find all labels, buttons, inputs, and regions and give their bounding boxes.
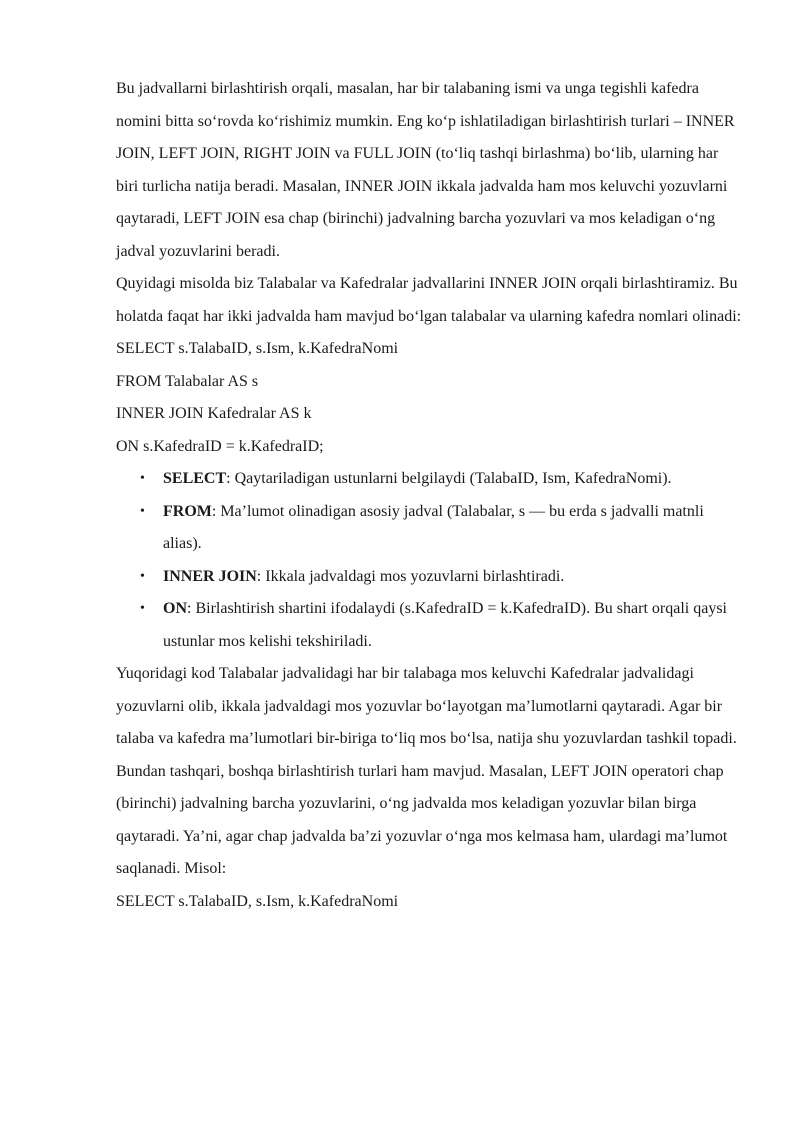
paragraph-join-intro: Bu jadvallarni birlashtirish orqali, masalan, har bir talabaning ismi va unga tegishli kafedra nomini bitta so‘rovda ko‘rishimiz mumkin. Eng ko‘p ishlatiladigan birlashtirish turlari – INNER JOIN, LEFT JOIN, RIGHT JOIN va FULL JOIN (to‘liq tashqi birlashma) bo‘lib, ularning har biri turlicha natija beradi. Masalan, INNER JOIN ikkala jadvalda ham mos keluvchi yozuvlarni qaytaradi, LEFT JOIN esa chap (birinchi) jadvalning barcha yozuvlari va mos keladigan o‘ng jadval yozuvlarini beradi.: [116, 80, 735, 260]
code-line: INNER JOIN Kafedralar AS k: [116, 405, 312, 422]
code-line: SELECT s.TalabaID, s.Ism, k.KafedraNomi: [116, 340, 399, 357]
code-line: SELECT s.TalabaID, s.Ism, k.KafedraNomi: [116, 892, 399, 910]
list-item-on: [116, 593, 744, 658]
list-item-term: ON: [163, 600, 187, 617]
list-item-text: : Birlashtirish shartini ifodalaydi (s.KafedraID = k.KafedraID). Bu shart orqali qaysi ustunlar mos kelishi tekshiriladi.: [163, 600, 727, 650]
clause-explanation-list: [116, 463, 744, 658]
bullet-icon: •: [140, 503, 145, 519]
list-item-from: [116, 496, 744, 561]
list-item-term: INNER JOIN: [163, 567, 257, 585]
list-item-select: [116, 463, 744, 496]
list-item-text: : Ikkala jadvaldagi mos yozuvlarni birlashtiradi.: [256, 567, 565, 585]
list-item-term: SELECT: [163, 470, 227, 487]
list-item-inner-join: [116, 561, 744, 594]
paragraph-code-explanation: Yuqoridagi kod Talabalar jadvalidagi har bir talabaga mos keluvchi Kafedralar jadvalidagi yozuvlarni olib, ikkala jadvaldagi mos yozuvlar bo‘layotgan ma’lumotlarni qaytaradi. Agar bir talaba va kafedra ma’lumotlari bir-biriga to‘liq mos bo‘lsa, natija shu yozuvlardan tashkil topadi.: [116, 665, 737, 747]
bullet-icon: •: [140, 601, 145, 616]
list-item-term: FROM: [163, 502, 212, 520]
code-block-left-join: [116, 886, 744, 919]
code-block-inner-join: [116, 333, 744, 463]
paragraph-left-join-intro: Bundan tashqari, boshqa birlashtirish turlari ham mavjud. Masalan, LEFT JOIN operatori chap (birinchi) jadvalning barcha yozuvlarini, o‘ng jadvalda mos keladigan yozuvlar bilan birga qaytaradi. Ya’ni, agar chap jadvalda ba’zi yozuvlar o‘nga mos kelmasa ham, ulardagi ma’lumot saqlanadi. Misol:: [116, 762, 728, 877]
document-page: [116, 73, 744, 918]
list-item-text: : Ma’lumot olinadigan asosiy jadval (Talabalar, s — bu erda s jadvalli matnli alias).: [163, 502, 704, 552]
code-line: FROM Talabalar AS s: [116, 372, 259, 390]
list-item-text: : Qaytariladigan ustunlarni belgilaydi (TalabaID, Ism, KafedraNomi).: [226, 470, 672, 487]
paragraph-inner-join-example: Quyidagi misolda biz Talabalar va Kafedralar jadvallarini INNER JOIN orqali birlashtiramiz. Bu holatda faqat har ikki jadvalda ham mavjud bo‘lgan talabalar va ularning kafedra nomlari olinadi:: [116, 275, 742, 325]
bullet-icon: •: [140, 568, 145, 584]
code-line: ON s.KafedraID = k.KafedraID;: [116, 437, 324, 455]
bullet-icon: •: [140, 471, 145, 486]
